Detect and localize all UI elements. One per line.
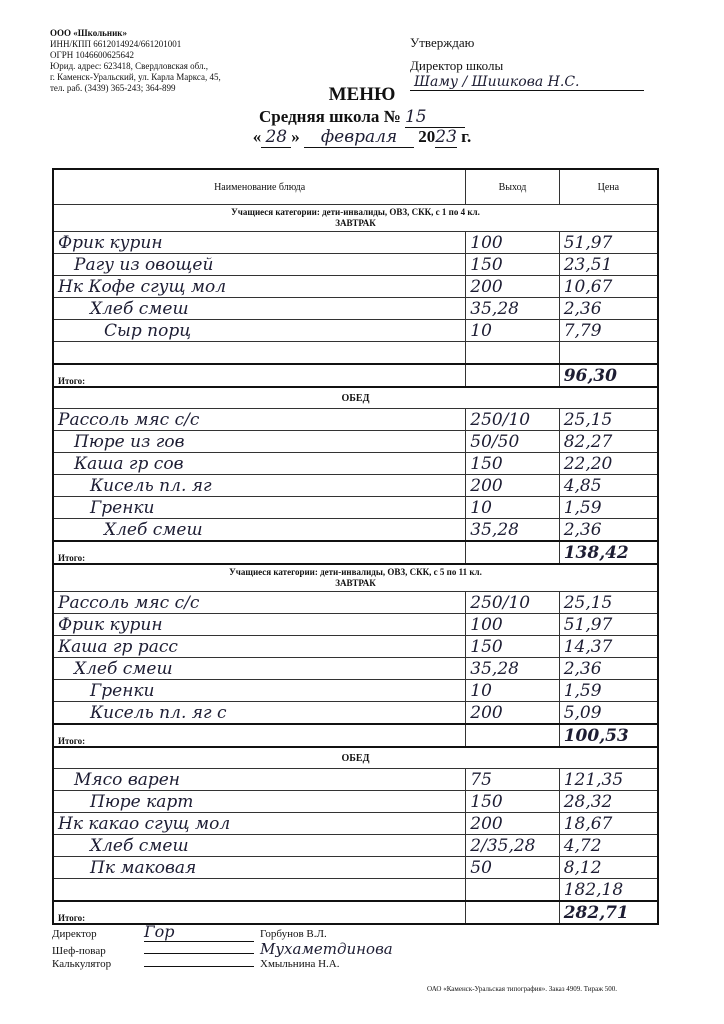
table-row [53, 409, 658, 431]
dish-price: 2,36 [563, 520, 602, 540]
table-row [53, 519, 658, 542]
dish-output: 35,28 [470, 520, 519, 540]
school-line [0, 107, 724, 128]
date-line [0, 127, 724, 148]
dish-price: 51,97 [563, 615, 613, 635]
dish-price: 4,85 [563, 476, 602, 496]
meal-label: ЗАВТРАК [335, 218, 376, 228]
dish-output: 100 [470, 615, 503, 635]
dish-price: 14,37 [563, 637, 613, 657]
total-row [53, 724, 658, 747]
table-row [53, 636, 658, 658]
total-value: 138,42 [563, 543, 629, 563]
director-signature: Шаму / Шишкова Н.С. [410, 74, 644, 91]
date-year-prefix: 20 [418, 127, 436, 146]
dish-price: 23,51 [563, 255, 613, 275]
dish-name: Хлеб смеш [90, 299, 189, 319]
meal-row [53, 747, 658, 769]
dish-output: 200 [470, 476, 503, 496]
dish-price: 1,59 [563, 498, 602, 518]
dish-output: 35,28 [470, 659, 519, 679]
dish-output: 10 [470, 681, 492, 701]
org-inn: ИНН/КПП 6612014924/661201001 [50, 39, 182, 49]
total-label: Итого: [53, 364, 466, 387]
signature-name: Мухаметдинова [260, 940, 393, 958]
table-row [53, 320, 658, 342]
dish-output: 2/35,28 [470, 836, 536, 856]
table-row [53, 497, 658, 519]
total-row [53, 541, 658, 564]
dish-output: 250/10 [470, 593, 531, 613]
total-row [53, 901, 658, 924]
table-row [53, 276, 658, 298]
table-row [53, 835, 658, 857]
dish-name: Кисель пл. яг [90, 476, 212, 496]
dish-name: Рагу из овощей [74, 255, 214, 275]
dish-output: 200 [470, 814, 503, 834]
table-header-row [53, 169, 658, 205]
signature-label: Директор [52, 928, 97, 940]
director-label: Директор школы [410, 58, 504, 73]
total-label: Итого: [53, 901, 466, 924]
dish-output: 75 [470, 770, 492, 790]
dish-price: 7,79 [563, 321, 602, 341]
dish-price: 28,32 [563, 792, 613, 812]
dish-name: Нк какао сгущ мол [58, 814, 231, 834]
dish-price: 2,36 [563, 659, 602, 679]
table-row [53, 453, 658, 475]
dish-name: Нк Кофе сгущ мол [58, 277, 227, 297]
dish-price: 182,18 [563, 880, 624, 900]
table-row [53, 475, 658, 497]
table-row [53, 769, 658, 791]
dish-name: Хлеб смеш [104, 520, 203, 540]
dish-price: 10,67 [563, 277, 613, 297]
dish-price: 121,35 [563, 770, 624, 790]
dish-price: 25,15 [563, 593, 613, 613]
dish-output: 150 [470, 454, 503, 474]
org-address-2: г. Каменск-Уральский, ул. Карла Маркса, 45, [50, 72, 221, 82]
signature-label: Калькулятор [52, 958, 112, 970]
org-ogrn: ОГРН 1046600625642 [50, 50, 134, 60]
approve-label: Утверждаю [410, 35, 475, 50]
dish-output: 10 [470, 321, 492, 341]
dish-name: Гренки [90, 681, 155, 701]
dish-name: Мясо варен [74, 770, 180, 790]
dish-price: 2,36 [563, 299, 602, 319]
total-label: Итого: [53, 541, 466, 564]
dish-price: 18,67 [563, 814, 613, 834]
dish-output: 150 [470, 255, 503, 275]
dish-name: Хлеб смеш [74, 659, 173, 679]
org-address-1: Юрид. адрес: 623418, Свердловская обл., [50, 61, 208, 71]
table-row [53, 813, 658, 835]
date-year-suffix: 23 [435, 127, 457, 147]
dish-output: 150 [470, 637, 503, 657]
dish-name: Каша гр сов [74, 454, 184, 474]
dish-output: 100 [470, 233, 503, 253]
print-note: ОАО «Каменск-Уральская типография». Заказ 4909. Тираж 500. [427, 985, 618, 993]
org-name: ООО «Школьник» [50, 28, 127, 38]
signature-director [52, 922, 327, 942]
total-row [53, 364, 658, 387]
dish-name: Сыр порц [104, 321, 192, 341]
signature-mark: Гор [144, 922, 254, 942]
table-row [53, 592, 658, 614]
signature-mark [144, 966, 254, 967]
table-row [53, 791, 658, 813]
dish-output: 50/50 [470, 432, 520, 452]
date-month: февраля [304, 127, 414, 148]
dish-price: 8,12 [563, 858, 602, 878]
signature-mark [144, 953, 254, 954]
date-year-end: г. [461, 127, 472, 146]
table-row [53, 879, 658, 902]
category-row [53, 205, 658, 232]
total-value: 100,53 [563, 726, 629, 746]
dish-name: Пк маковая [90, 858, 197, 878]
dish-price: 1,59 [563, 681, 602, 701]
dish-price: 22,20 [563, 454, 613, 474]
org-phone: тел. раб. (3439) 365-243; 364-899 [50, 83, 176, 93]
table-row [53, 232, 658, 254]
date-day: 28 [261, 127, 291, 148]
category-row [53, 564, 658, 592]
total-value: 282,71 [563, 903, 629, 923]
date-mid: » [291, 127, 300, 146]
school-label: Средняя школа № [259, 107, 401, 126]
header-output: Выход [466, 169, 559, 205]
table-row [53, 431, 658, 453]
dish-name: Пюре карт [90, 792, 194, 812]
dish-output: 35,28 [470, 299, 519, 319]
date-open: « [252, 127, 262, 146]
dish-price: 82,27 [563, 432, 613, 452]
dish-price: 51,97 [563, 233, 613, 253]
category-label: Учащиеся категории: дети-инвалиды, ОВЗ, СКК, с 1 по 4 кл. [231, 207, 480, 217]
table-row [53, 658, 658, 680]
dish-output: 200 [470, 277, 503, 297]
dish-name: Рассоль мяс с/с [58, 593, 200, 613]
dish-name: Каша гр расс [58, 637, 178, 657]
dish-name: Рассоль мяс с/с [58, 410, 200, 430]
dish-name: Хлеб смеш [90, 836, 189, 856]
table-row [53, 702, 658, 725]
dish-name: Кисель пл. яг с [90, 703, 227, 723]
menu-table [52, 168, 659, 925]
empty-row [53, 342, 658, 365]
table-row [53, 254, 658, 276]
signature-name: Горбунов В.Л. [260, 928, 327, 940]
dish-price: 5,09 [563, 703, 602, 723]
table-row [53, 857, 658, 879]
meal-label: ОБЕД [53, 747, 658, 769]
dish-name: Пюре из гов [74, 432, 185, 452]
header-name: Наименование блюда [53, 169, 466, 205]
dish-output: 200 [470, 703, 503, 723]
dish-name: Гренки [90, 498, 155, 518]
dish-output: 50 [470, 858, 492, 878]
dish-output: 150 [470, 792, 503, 812]
school-number: 15 [405, 107, 465, 128]
signature-calc [52, 958, 339, 970]
dish-price: 4,72 [563, 836, 602, 856]
dish-output: 10 [470, 498, 492, 518]
meal-label: ЗАВТРАК [335, 578, 376, 588]
dish-name: Фрик курин [58, 233, 163, 253]
signature-name: Хмыльнина Н.А. [260, 958, 340, 970]
total-label: Итого: [53, 724, 466, 747]
meal-label: ОБЕД [53, 387, 658, 409]
category-label: Учащиеся категории: дети-инвалиды, ОВЗ, СКК, с 5 по 11 кл. [229, 567, 482, 577]
header-price: Цена [559, 169, 658, 205]
signature-label: Шеф-повар [52, 945, 106, 957]
dish-price: 25,15 [563, 410, 613, 430]
table-row [53, 298, 658, 320]
dish-output: 250/10 [470, 410, 531, 430]
table-row [53, 614, 658, 636]
meal-row [53, 387, 658, 409]
total-value: 96,30 [563, 366, 617, 386]
dish-name: Фрик курин [58, 615, 163, 635]
table-row [53, 680, 658, 702]
page-title: МЕНЮ [328, 84, 396, 105]
signature-chef [52, 940, 393, 958]
